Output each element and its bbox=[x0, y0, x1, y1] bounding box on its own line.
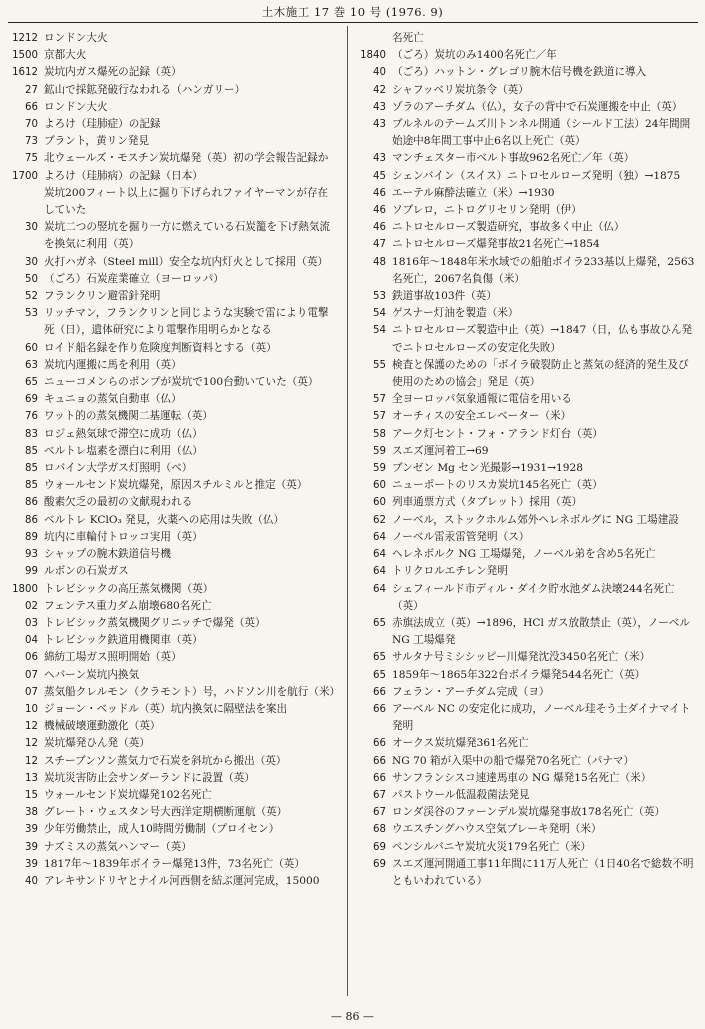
entry-year: 53 bbox=[25, 308, 38, 320]
entry-year: 65 bbox=[373, 669, 386, 681]
entry-text: 鉄道事故103件（英） bbox=[392, 290, 497, 303]
entry-text: ノーベル，ストックホルム郊外ヘレネボルグに NG 工場建設 bbox=[392, 513, 679, 526]
column-divider bbox=[347, 26, 348, 996]
entry-text: トレビシックの高圧蒸気機関（英） bbox=[44, 582, 214, 595]
entry-text: ウォールセンド炭坑爆発102名死亡 bbox=[44, 788, 212, 801]
entry-text: 炭坑内運搬に馬を利用（英） bbox=[44, 358, 182, 371]
chronology-entry bbox=[6, 47, 336, 64]
left-column bbox=[6, 30, 341, 890]
entry-text: 北ウェールズ・モスチン炭坑爆発（英）初の学会報告記録か bbox=[44, 152, 329, 165]
entry-text: ロンドン大火 bbox=[44, 100, 108, 113]
chronology-entry bbox=[6, 271, 336, 288]
entry-text: 炭坑200フィート以上に掘り下げられファイヤーマンが存在していた bbox=[44, 186, 329, 217]
chronology-entry bbox=[6, 305, 336, 339]
entry-text: 機械破壊運動激化（英） bbox=[44, 720, 161, 733]
entry-year: 43 bbox=[373, 153, 386, 165]
entry-text: 京都大火 bbox=[44, 49, 87, 62]
entry-year: 75 bbox=[25, 153, 38, 165]
entry-year: 57 bbox=[373, 411, 386, 423]
entry-year: 65 bbox=[373, 617, 386, 629]
entry-text: ニトロセルローズ製造研究，事故多く中止（仏） bbox=[392, 221, 625, 234]
entry-text: キュニョの蒸気自動車（仏） bbox=[44, 393, 182, 406]
entry-text: ロバイン大学ガス灯照明（ベ） bbox=[44, 462, 193, 475]
entry-text: シェンバイン（スイス）ニトロセルローズ発明（独）→1875 bbox=[392, 169, 681, 182]
entry-text: ソブレロ，ニトログリセリン発明（伊） bbox=[392, 204, 582, 217]
chronology-entry bbox=[6, 391, 336, 408]
entry-year: 66 bbox=[25, 101, 38, 113]
chronology-entry bbox=[6, 615, 336, 632]
entry-year: 39 bbox=[25, 824, 38, 836]
entry-year: 12 bbox=[25, 755, 38, 767]
entry-text: ニトロセルローズ製造中止（英）→1847（日，仏も事故ひん発でニトロセルローズの安定化失敗） bbox=[392, 324, 693, 354]
entry-year: 52 bbox=[25, 291, 38, 303]
entry-year: 93 bbox=[25, 549, 38, 561]
entry-text: ベルトレ塩素を漂白に利用（仏） bbox=[44, 444, 203, 457]
entry-text: ロジェ熱気球で滞空に成功（仏） bbox=[44, 427, 203, 440]
entry-year: 65 bbox=[25, 377, 38, 389]
chronology-entry bbox=[355, 735, 695, 752]
entry-text: エーテル麻酔法確立（米）→1930 bbox=[392, 186, 555, 199]
entry-year: 59 bbox=[373, 445, 386, 457]
chronology-entry bbox=[6, 873, 336, 890]
entry-year: 38 bbox=[25, 807, 38, 819]
chronology-entry bbox=[6, 667, 336, 684]
entry-year: 57 bbox=[373, 394, 386, 406]
chronology-entry bbox=[355, 64, 695, 81]
entry-text: 列車通票方式（タブレット）採用（英） bbox=[392, 496, 583, 509]
chronology-entry bbox=[355, 581, 695, 615]
entry-year: 60 bbox=[373, 497, 386, 509]
entry-text: スエズ運河開通工事11年間に11万人死亡（1日40名で総数不明ともいわれている） bbox=[392, 857, 694, 887]
entry-year: 60 bbox=[25, 342, 38, 354]
chronology-entry bbox=[6, 116, 336, 133]
entry-text: サルタナ号ミシシッピー川爆発沈没3450名死亡（米） bbox=[392, 651, 651, 664]
entry-text: パストウール低温殺菌法発見 bbox=[392, 788, 530, 801]
chronology-entry bbox=[355, 701, 695, 735]
chronology-entry bbox=[355, 512, 695, 529]
entry-text: ニトロセルローズ爆発事故21名死亡→1854 bbox=[392, 238, 600, 251]
entry-year: 66 bbox=[373, 755, 386, 767]
chronology-entry bbox=[355, 322, 695, 356]
entry-year: 66 bbox=[373, 738, 386, 750]
entry-text: オーチィスの安全エレベーター（米） bbox=[392, 410, 572, 423]
chronology-entry bbox=[6, 82, 336, 99]
chronology-entry bbox=[355, 219, 695, 236]
chronology-entry bbox=[355, 30, 695, 47]
entry-text: ヘレネボルク NG 工場爆発，ノーベル弟を含め5名死亡 bbox=[392, 548, 656, 561]
entry-text: 蒸気船クレルモン（クラモント）号，ハドソン川を航行（米） bbox=[44, 685, 341, 698]
entry-text: 少年労働禁止，成人10時間労働制（プロイセン） bbox=[44, 823, 280, 836]
entry-year: 83 bbox=[25, 428, 38, 440]
chronology-entry bbox=[6, 133, 336, 150]
chronology-entry bbox=[6, 288, 336, 305]
entry-text: ジョーン・ベッドル（英）坑内換気に隔壁法を案出 bbox=[44, 702, 288, 715]
chronology-entry bbox=[6, 99, 336, 116]
entry-year: 02 bbox=[25, 600, 38, 612]
chronology-entry bbox=[355, 856, 695, 890]
entry-text: 全ヨーロッパ気象通報に電信を用いる bbox=[392, 393, 572, 406]
entry-year: 07 bbox=[25, 669, 38, 681]
entry-text: ブラント，黄リン発見 bbox=[44, 135, 149, 148]
entry-year: 12 bbox=[25, 738, 38, 750]
entry-year: 1212 bbox=[12, 33, 38, 44]
entry-year: 64 bbox=[373, 583, 386, 595]
chronology-entry bbox=[355, 202, 695, 219]
entry-year: 46 bbox=[373, 205, 386, 217]
chronology-entry bbox=[6, 649, 336, 666]
page-number: — 86 — bbox=[331, 1010, 374, 1023]
entry-text: ゲスナー灯油を製造（米） bbox=[392, 307, 519, 320]
entry-year: 69 bbox=[25, 394, 38, 406]
entry-text: フェラン・アーチダム完成（ヨ） bbox=[392, 685, 550, 698]
entry-text: ヘバーン炭坑内換気 bbox=[44, 668, 140, 681]
entry-text: （ごろ）炭坑のみ1400名死亡／年 bbox=[392, 49, 557, 62]
entry-text: スチーブンソン蒸気力で石炭を斜坑から搬出（英） bbox=[44, 754, 287, 767]
chronology-entry bbox=[6, 787, 336, 804]
entry-year: 46 bbox=[373, 222, 386, 234]
chronology-entry bbox=[355, 288, 695, 305]
entry-year: 99 bbox=[25, 566, 38, 578]
chronology-entry bbox=[355, 150, 695, 167]
chronology-entry bbox=[6, 804, 336, 821]
chronology-entry bbox=[355, 185, 695, 202]
entry-text: よろけ（珪肺病）の記録（日本） bbox=[44, 169, 203, 182]
journal-header: 土木施工 17 巻 10 号 (1976. 9) bbox=[261, 5, 444, 19]
entry-year: 54 bbox=[373, 325, 386, 337]
entry-text: グレート・ウェスタン号大西洋定期横断運航（英） bbox=[44, 806, 288, 819]
entry-year: 47 bbox=[373, 239, 386, 251]
chronology-entry bbox=[6, 185, 336, 219]
chronology-entry bbox=[355, 426, 695, 443]
entry-text: ロンダ渓谷のファーンデル炭坑爆発事故178名死亡（英） bbox=[392, 806, 666, 819]
entry-text: 検査と保護のための「ボイラ破裂防止と蒸気の経済的発生及び使用のための協会」発足（英） bbox=[392, 358, 689, 389]
entry-text: 赤旗法成立（英）→1896，HCl ガス放散禁止（英），ノーベル NG 工場爆発 bbox=[392, 616, 694, 647]
entry-text: ゾラのアーチダム（仏），女子の背中で石炭運搬を中止（英） bbox=[392, 100, 683, 113]
entry-year: 59 bbox=[373, 463, 386, 475]
chronology-entry bbox=[355, 99, 695, 116]
chronology-entry bbox=[6, 701, 336, 718]
entry-text: リッチマン，フランクリンと同じような実験で雷により電撃死（日），遺体研究により電撃作用明らかとなる bbox=[44, 307, 329, 337]
chronology-entry bbox=[355, 529, 695, 546]
entry-text: フランクリン避雷針発明 bbox=[44, 290, 161, 303]
chronology-entry bbox=[6, 357, 336, 374]
entry-year: 89 bbox=[25, 531, 38, 543]
chronology-entry bbox=[6, 632, 336, 649]
chronology-entry bbox=[355, 47, 695, 64]
entry-text: スエズ運河着工→69 bbox=[392, 444, 489, 457]
entry-text: シャップの腕木鉄道信号機 bbox=[44, 548, 171, 561]
entry-year: 55 bbox=[373, 359, 386, 371]
entry-text: ルボンの石炭ガス bbox=[44, 565, 129, 578]
chronology-entry bbox=[6, 753, 336, 770]
chronology-entry bbox=[6, 839, 336, 856]
entry-year: 62 bbox=[373, 514, 386, 526]
entry-text: ウエスチングハウス空気ブレーキ発明（米） bbox=[392, 823, 602, 836]
entry-text: 1859年～1865年322台ボイラ爆発544名死亡（英） bbox=[392, 668, 646, 681]
entry-year: 39 bbox=[25, 858, 38, 870]
chronology-entry bbox=[6, 460, 336, 477]
entry-year: 07 bbox=[25, 686, 38, 698]
chronology-entry bbox=[6, 546, 336, 563]
entry-text: シャフッベリ炭坑条令（英） bbox=[392, 83, 529, 96]
chronology-entry bbox=[355, 443, 695, 460]
chronology-entry bbox=[355, 563, 695, 580]
chronology-entry bbox=[6, 735, 336, 752]
entry-year: 69 bbox=[373, 841, 386, 853]
entry-year: 86 bbox=[25, 497, 38, 509]
entry-year: 66 bbox=[373, 703, 386, 715]
chronology-entry bbox=[355, 649, 695, 666]
entry-text: 坑内に車輪付トロッコ実用（英） bbox=[44, 530, 203, 543]
entry-text: 綿紡工場ガス照明開始（英） bbox=[44, 651, 182, 664]
entry-year: 13 bbox=[25, 772, 38, 784]
entry-year: 68 bbox=[373, 824, 386, 836]
entry-year: 04 bbox=[25, 635, 38, 647]
chronology-entry bbox=[6, 30, 336, 47]
chronology-entry bbox=[6, 581, 336, 598]
entry-year: 43 bbox=[373, 101, 386, 113]
entry-year: 70 bbox=[25, 119, 38, 131]
chronology-entry bbox=[355, 546, 695, 563]
chronology-entry bbox=[355, 254, 695, 288]
entry-text: ノーベル雷汞雷管発明（ス） bbox=[392, 530, 530, 543]
chronology-entry bbox=[355, 477, 695, 494]
entry-text: オークス炭坑爆発361名死亡 bbox=[392, 737, 529, 750]
chronology-entry bbox=[355, 408, 695, 425]
chronology-entry bbox=[355, 168, 695, 185]
chronology-entry bbox=[6, 598, 336, 615]
entry-text: ニューコメンらのポンプが炭坑で100台動いていた（英） bbox=[44, 376, 319, 389]
entry-text: ウォールセンド炭坑爆発，原因スチルミルと推定（英） bbox=[44, 479, 308, 492]
entry-year: 65 bbox=[373, 652, 386, 664]
chronology-entry bbox=[355, 821, 695, 838]
entry-year: 1700 bbox=[12, 170, 38, 182]
chronology-entry bbox=[355, 391, 695, 408]
entry-year: 76 bbox=[25, 411, 38, 423]
entry-year: 06 bbox=[25, 652, 38, 664]
entry-year: 73 bbox=[25, 136, 38, 148]
entry-text: NG 70 箱が入渠中の船で爆発70名死亡（パナマ） bbox=[392, 754, 635, 767]
entry-year: 69 bbox=[373, 858, 386, 870]
chronology-entry bbox=[355, 116, 695, 150]
chronology-entry bbox=[355, 804, 695, 821]
entry-text: サンフランシスコ速達馬車の NG 爆発15名死亡（米） bbox=[392, 771, 652, 784]
chronology-entry bbox=[355, 305, 695, 322]
chronology-entry bbox=[6, 219, 336, 253]
entry-year: 30 bbox=[25, 222, 38, 234]
entry-year: 15 bbox=[25, 789, 38, 801]
entry-text: ペンシルバニヤ炭坑火災179名死亡（米） bbox=[392, 840, 592, 853]
chronology-entry bbox=[6, 254, 336, 271]
entry-text: 炭坑災害防止会サンダーランドに設置（英） bbox=[44, 771, 255, 784]
chronology-entry bbox=[355, 82, 695, 99]
entry-text: （ごろ）ハットン・グレゴリ腕木信号機を鉄道に導入 bbox=[392, 66, 647, 79]
entry-text: アーク灯セント・フォ・アランド灯台（英） bbox=[392, 427, 604, 440]
entry-year: 43 bbox=[373, 119, 386, 131]
entry-year: 27 bbox=[25, 84, 38, 96]
entry-text: 炭坑内ガス爆死の記録（英） bbox=[44, 66, 182, 79]
entry-year: 63 bbox=[25, 359, 38, 371]
entry-year: 50 bbox=[25, 273, 38, 285]
chronology-entry bbox=[6, 770, 336, 787]
chronology-entry bbox=[6, 168, 336, 185]
right-column bbox=[355, 30, 695, 890]
entry-year: 58 bbox=[373, 428, 386, 440]
entry-year: 1612 bbox=[12, 67, 38, 79]
entry-year: 67 bbox=[373, 789, 386, 801]
entry-year: 39 bbox=[25, 841, 38, 853]
entry-year: 64 bbox=[373, 566, 386, 578]
chronology-entry bbox=[355, 357, 695, 391]
chronology-entry bbox=[6, 150, 336, 167]
entry-year: 12 bbox=[25, 721, 38, 733]
chronology-entry bbox=[6, 529, 336, 546]
entry-text: シェフィールド市ディル・ダイク貯水池ダム決壊244名死亡（英） bbox=[392, 582, 675, 612]
entry-text: トレビシック鉄道用機関車（英） bbox=[44, 634, 203, 647]
chronology-entry bbox=[355, 839, 695, 856]
entry-text: 酸素欠乏の最初の文献現われる bbox=[44, 496, 193, 509]
entry-text: ベルトレ KClO₃ 発見，火薬への応用は失敗（仏） bbox=[44, 513, 285, 526]
entry-text: 1816年～1848年米水域での船舶ボイラ233基以上爆発，2563名死亡，2067名負傷（米） bbox=[392, 255, 695, 285]
chronology-entry bbox=[355, 667, 695, 684]
entry-text: ブンゼン Mg セン光撮影→1931→1928 bbox=[392, 462, 583, 475]
chronology-entry bbox=[355, 787, 695, 804]
entry-year: 40 bbox=[25, 875, 38, 887]
chronology-entry bbox=[6, 684, 341, 701]
chronology-entry bbox=[6, 821, 336, 838]
chronology-entry bbox=[355, 770, 695, 787]
entry-text: 鉱山で採鉱発破行なわれる（ハンガリー） bbox=[44, 83, 246, 96]
entry-year: 67 bbox=[373, 807, 386, 819]
entry-text: よろけ（珪肺症）の記録 bbox=[44, 118, 161, 131]
entry-text: アーベル NC の安定化に成功，ノーベル珪そう土ダイナマイト発明 bbox=[392, 702, 691, 733]
entry-text: 炭坑二つの竪坑を掘り一方に燃えている石炭籠を下げ熱気流を換気に利用（英） bbox=[44, 221, 331, 251]
chronology-entry bbox=[6, 856, 336, 873]
chronology-entry bbox=[355, 615, 695, 649]
entry-year: 1500 bbox=[12, 50, 38, 62]
entry-year: 85 bbox=[25, 445, 38, 457]
entry-year: 85 bbox=[25, 480, 38, 492]
entry-year: 53 bbox=[373, 291, 386, 303]
entry-year: 10 bbox=[25, 703, 38, 715]
entry-year: 66 bbox=[373, 686, 386, 698]
entry-text: （ごろ）石炭産業確立（ヨーロッパ） bbox=[44, 272, 224, 285]
chronology-entry bbox=[6, 512, 336, 529]
entry-year: 86 bbox=[25, 514, 38, 526]
entry-text: アレキサンドリヤとナイル河西側を結ぶ運河完成，15000 bbox=[44, 874, 320, 887]
entry-text: ブルネルのテームズ川トンネル開通（シールド工法）24年間開始途中8年間工事中止6名以上死亡（英） bbox=[392, 118, 691, 148]
entry-year: 1800 bbox=[12, 583, 38, 595]
entry-year: 42 bbox=[373, 84, 386, 96]
entry-text: 名死亡 bbox=[392, 32, 424, 44]
chronology-entry bbox=[355, 460, 695, 477]
entry-year: 40 bbox=[373, 67, 386, 79]
entry-year: 45 bbox=[373, 170, 386, 182]
entry-year: 60 bbox=[373, 480, 386, 492]
entry-year: 54 bbox=[373, 308, 386, 320]
entry-text: マンチェスター市ベルト事故962名死亡／年（英） bbox=[392, 152, 635, 165]
chronology-entry bbox=[6, 408, 336, 425]
entry-text: ロンドン大火 bbox=[44, 32, 108, 44]
entry-year: 66 bbox=[373, 772, 386, 784]
entry-year: 1840 bbox=[360, 50, 386, 62]
entry-year: 48 bbox=[373, 256, 386, 268]
chronology-entry bbox=[6, 64, 336, 81]
entry-year: 64 bbox=[373, 531, 386, 543]
entry-text: ニューポートのリスカ炭坑145名死亡（英） bbox=[392, 479, 603, 492]
chronology-entry bbox=[355, 753, 695, 770]
entry-year: 64 bbox=[373, 549, 386, 561]
chronology-entry bbox=[6, 374, 336, 391]
chronology-entry bbox=[6, 718, 336, 735]
entry-year: 46 bbox=[373, 187, 386, 199]
entry-text: ロイド船名録を作り危険度判断資料とする（英） bbox=[44, 341, 277, 354]
chronology-entry bbox=[6, 340, 336, 357]
chronology-entry bbox=[355, 494, 695, 511]
chronology-entry bbox=[6, 563, 336, 580]
entry-text: ワット的の蒸気機関二基運転（英） bbox=[44, 410, 213, 423]
entry-text: 1817年～1839年ボイラー爆発13件，73名死亡（英） bbox=[44, 857, 305, 870]
chronology-entry bbox=[6, 477, 336, 494]
entry-text: フェンテス重力ダム崩壊680名死亡 bbox=[44, 599, 212, 612]
entry-text: 炭坑爆発ひん発（英） bbox=[44, 737, 150, 750]
entry-text: 火打ハガネ（Steel mill）安全な坑内灯火として採用（英） bbox=[44, 255, 329, 268]
header-rule bbox=[8, 22, 698, 23]
entry-text: トレビシック蒸気機関グリニッチで爆発（英） bbox=[44, 616, 266, 629]
chronology-entry bbox=[6, 426, 336, 443]
chronology-entry bbox=[355, 684, 695, 701]
entry-year: 03 bbox=[25, 617, 38, 629]
entry-text: ナズミスの蒸気ハンマー（英） bbox=[44, 840, 192, 853]
chronology-entry bbox=[6, 443, 336, 460]
chronology-entry bbox=[6, 494, 336, 511]
entry-year: 30 bbox=[25, 256, 38, 268]
entry-text: トリクロルエチレン発明 bbox=[392, 565, 508, 578]
entry-year: 85 bbox=[25, 463, 38, 475]
chronology-entry bbox=[355, 236, 695, 253]
